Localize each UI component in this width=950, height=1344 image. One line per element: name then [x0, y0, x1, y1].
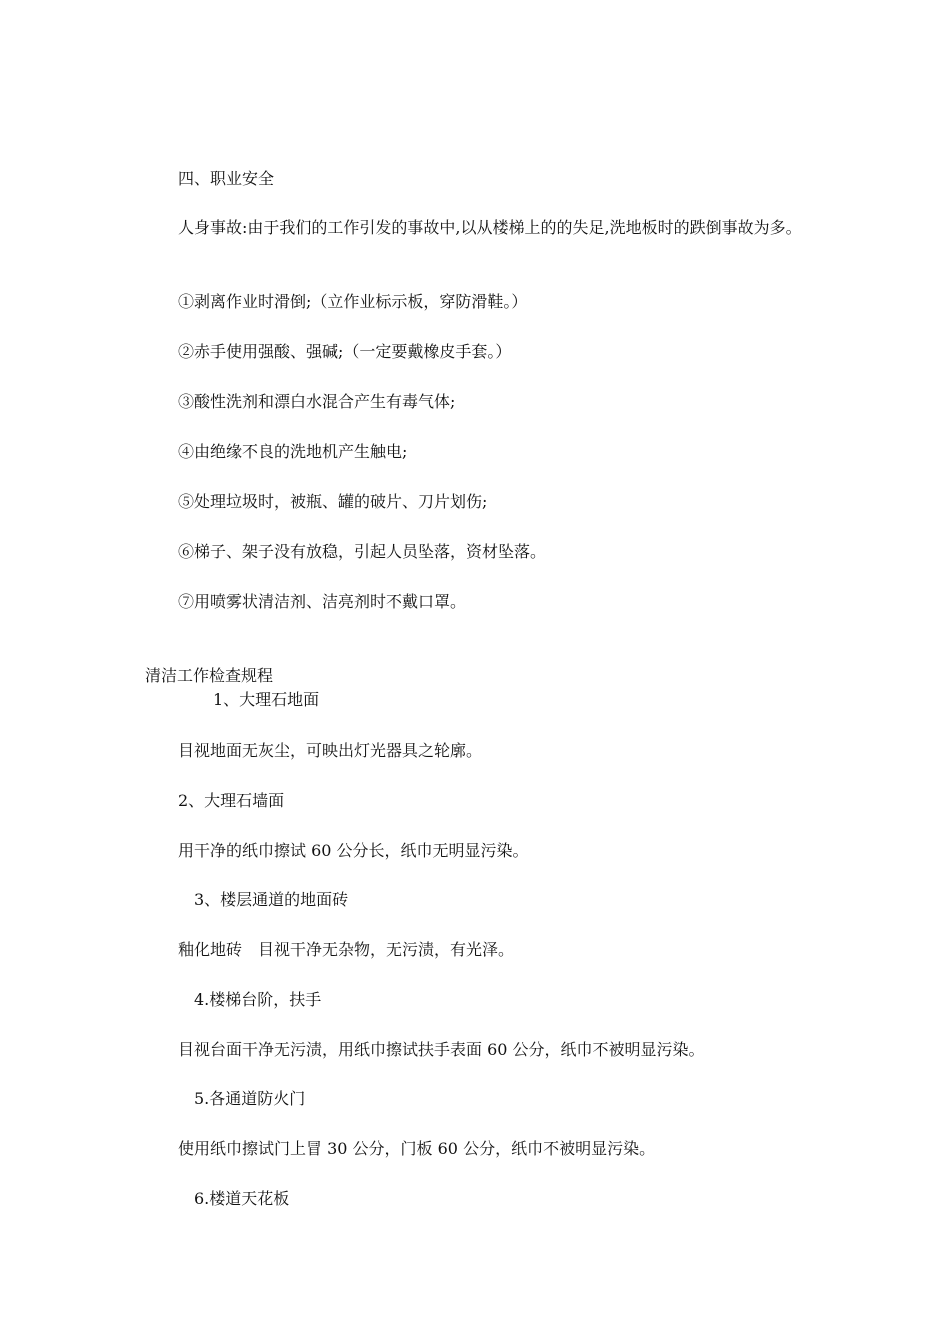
inspection-heading-5: 5.各通道防火门 — [194, 1089, 306, 1108]
intro-paragraph: 人身事故:由于我们的工作引发的事故中,以从楼梯上的的失足,洗地板时的跌倒事故为多。 — [178, 218, 802, 237]
safety-item-5: ⑤处理垃圾时，被瓶、罐的破片、刀片划伤; — [178, 492, 488, 511]
safety-item-7: ⑦用喷雾状清洁剂、洁亮剂时不戴口罩。 — [178, 592, 467, 611]
safety-item-4: ④由绝缘不良的洗地机产生触电; — [178, 442, 408, 461]
inspection-heading-1: 1、大理石地面 — [213, 690, 320, 709]
inspection-text-3: 釉化地砖 目视干净无杂物，无污渍，有光泽。 — [178, 940, 515, 959]
safety-item-6: ⑥梯子、架子没有放稳，引起人员坠落，资材坠落。 — [178, 542, 547, 561]
inspection-heading-3: 3、楼层通道的地面砖 — [194, 890, 349, 909]
safety-item-1: ①剥离作业时滑倒;（立作业标示板，穿防滑鞋。） — [178, 292, 528, 311]
inspection-text-1: 目视地面无灰尘，可映出灯光器具之轮廓。 — [178, 741, 483, 760]
safety-item-3: ③酸性洗剂和漂白水混合产生有毒气体; — [178, 392, 456, 411]
inspection-text-4: 目视台面干净无污渍，用纸巾擦试扶手表面 60 公分，纸巾不被明显污染。 — [178, 1040, 705, 1059]
inspection-text-2: 用干净的纸巾擦试 60 公分长，纸巾无明显污染。 — [178, 841, 529, 860]
safety-item-2: ②赤手使用强酸、强碱;（一定要戴橡皮手套。） — [178, 342, 512, 361]
section-title: 四、职业安全 — [178, 169, 275, 188]
inspection-heading-2: 2、大理石墙面 — [178, 791, 285, 810]
inspection-heading-6: 6.楼道天花板 — [194, 1189, 290, 1208]
inspection-heading-4: 4.楼梯台阶，扶手 — [194, 990, 322, 1009]
inspection-text-5: 使用纸巾擦试门上冒 30 公分，门板 60 公分，纸巾不被明显污染。 — [178, 1139, 656, 1158]
inspection-title: 清洁工作检查规程 — [145, 666, 274, 685]
